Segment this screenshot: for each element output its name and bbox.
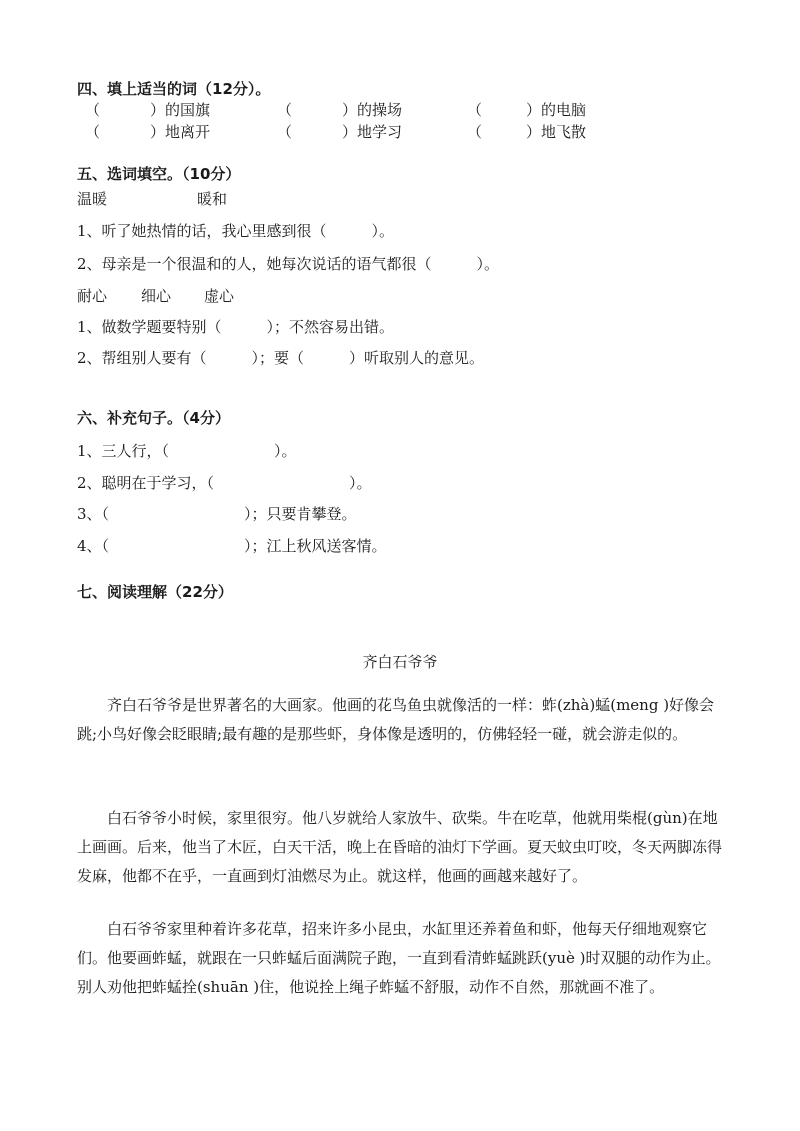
word-choice-2: 细心	[141, 287, 172, 305]
passage-paragraph: 齐白石爷爷是世界著名的大画家。他画的花鸟鱼虫就像活的一样：蚱(zhà)蜢(meng )好像会跳;小鸟好像会眨眼睛;最有趣的是那些虾，身体像是透明的，仿佛轻轻一碰，就会游走似的。	[77, 696, 715, 743]
section4-row1	[0, 99, 800, 121]
fill-item-study: ）地学习	[342, 123, 403, 141]
passage-title: 齐白石爷爷	[362, 653, 438, 671]
word-choice-1: 温暖	[77, 190, 108, 208]
section6-heading: 六、补充句子。（4分）	[77, 409, 230, 427]
sentence-line: 2、聪明在于学习，（ ）。	[77, 474, 372, 492]
sentence-line: 1、三人行，（ ）。	[77, 442, 297, 460]
blank-open: （	[467, 123, 483, 141]
passage-paragraph: 白石爷爷家里种着许多花草，招来许多小昆虫，水缸里还养着鱼和虾，他每天仔细地观察它们。他要画蚱蜢，就跟在一只蚱蜢后面满院子跑，一直到看清蚱蜢跳跃(yuè )时双腿的动作为止。别人劝他把蚱蜢拴(shuān )住，他说拴上绳子蚱蜢不舒服，动作不自然，那就画不准了。	[77, 920, 721, 996]
section4-row2	[0, 121, 800, 143]
blank-open: （	[277, 123, 293, 141]
fill-item-scatter: ）地飞散	[526, 123, 587, 141]
passage-paragraph: 白石爷爷小时候，家里很穷。他八岁就给人家放牛、砍柴。牛在吃草，他就用柴棍(gùn)在地上画画。后来，他当了木匠，白天干活，晚上在昏暗的油灯下学画。夏天蚊虫叮咬，冬天两脚冻得发麻，他都不在乎，一直画到灯油燃尽为止。就这样，他画的画越来越好了。	[77, 809, 723, 885]
blank-open: （	[85, 123, 101, 141]
blank-open: （	[467, 101, 483, 119]
blank-open: （	[277, 101, 293, 119]
word-choice-3: 虚心	[204, 287, 235, 305]
word-choice-1: 耐心	[77, 287, 108, 305]
question-line: 2、帮组别人要有（ ）；要（ ）听取别人的意见。	[77, 349, 485, 367]
sentence-line: 4、（ ）；江上秋风送客情。	[77, 537, 387, 555]
fill-item-playground: ）的操场	[342, 101, 403, 119]
question-line: 1、做数学题要特别（ ）；不然容易出错。	[77, 318, 395, 336]
question-line: 2、母亲是一个很温和的人，她每次说话的语气都很（ ）。	[77, 255, 500, 273]
blank-open: （	[85, 101, 101, 119]
section7-heading: 七、阅读理解（22分）	[77, 583, 233, 601]
fill-item-leave: ）地离开	[150, 123, 211, 141]
fill-item-computer: ）的电脑	[526, 101, 587, 119]
section4-heading: 四、填上适当的词（12分）。	[77, 80, 271, 98]
sentence-line: 3、（ ）；只要肯攀登。	[77, 505, 357, 523]
question-line: 1、听了她热情的话，我心里感到很（ ）。	[77, 222, 395, 240]
fill-item-flag: ）的国旗	[150, 101, 211, 119]
word-choice-2: 暖和	[197, 190, 228, 208]
section5-heading: 五、选词填空。（10分）	[77, 165, 241, 183]
